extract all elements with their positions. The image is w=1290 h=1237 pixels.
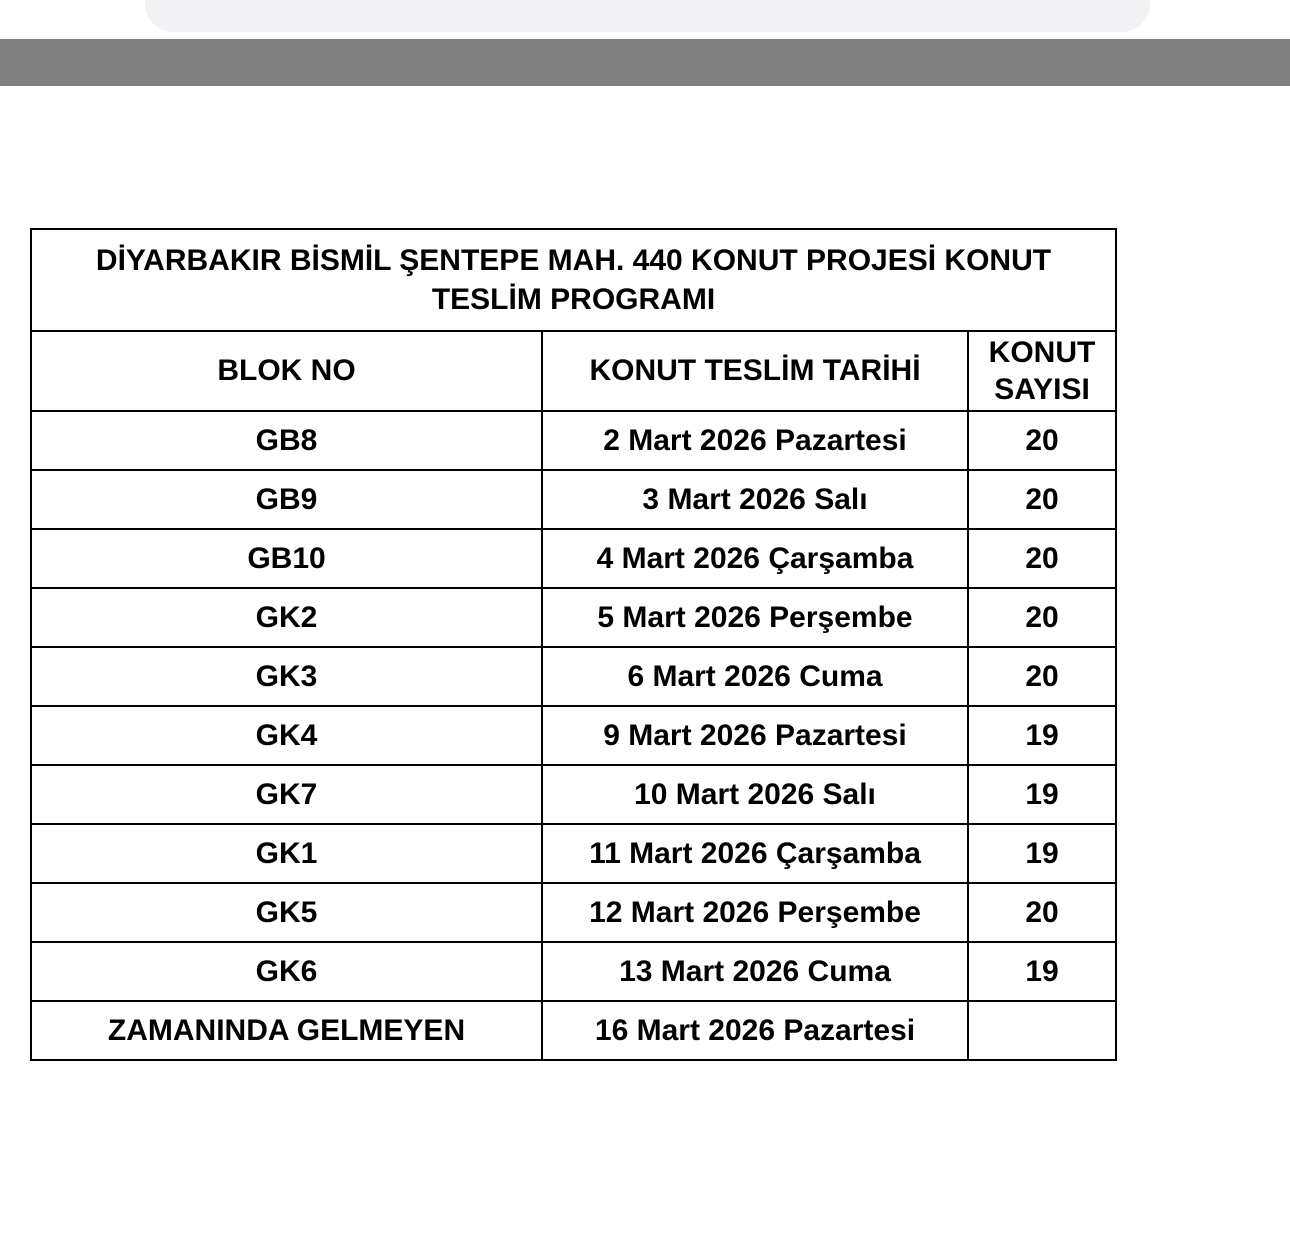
cell-tarih: 4 Mart 2026 Çarşamba [542,529,968,588]
cell-sayi: 20 [968,411,1116,470]
cell-sayi: 19 [968,765,1116,824]
cell-sayi [968,1001,1116,1060]
delivery-schedule-table [30,228,1117,1061]
cell-blok: GK3 [31,647,542,706]
cell-sayi: 20 [968,588,1116,647]
cell-blok: GB8 [31,411,542,470]
table-title: DİYARBAKIR BİSMİL ŞENTEPE MAH. 440 KONUT PROJESİ KONUT TESLİM PROGRAMI [31,229,1116,331]
cell-blok: GK1 [31,824,542,883]
table-row [31,706,1116,765]
cell-tarih: 11 Mart 2026 Çarşamba [542,824,968,883]
cell-blok: GB10 [31,529,542,588]
table-row [31,1001,1116,1060]
cell-blok: GB9 [31,470,542,529]
cell-tarih: 16 Mart 2026 Pazartesi [542,1001,968,1060]
cell-tarih: 5 Mart 2026 Perşembe [542,588,968,647]
cell-sayi: 20 [968,529,1116,588]
cell-sayi: 19 [968,942,1116,1001]
cell-sayi: 20 [968,883,1116,942]
table-row [31,529,1116,588]
header-blok-no: BLOK NO [31,331,542,411]
cell-tarih: 12 Mart 2026 Perşembe [542,883,968,942]
cell-tarih: 2 Mart 2026 Pazartesi [542,411,968,470]
header-teslim-tarihi: KONUT TESLİM TARİHİ [542,331,968,411]
cell-sayi: 20 [968,647,1116,706]
table-row [31,647,1116,706]
cell-blok: GK4 [31,706,542,765]
title-row [31,229,1116,331]
header-konut-sayisi [968,331,1116,411]
header-konut-sayisi-line2: SAYISI [994,373,1090,406]
top-rounded-panel [145,0,1150,32]
cell-sayi: 19 [968,824,1116,883]
cell-sayi: 20 [968,470,1116,529]
cell-blok: GK2 [31,588,542,647]
table-row [31,765,1116,824]
cell-tarih: 6 Mart 2026 Cuma [542,647,968,706]
cell-sayi: 19 [968,706,1116,765]
table-row [31,883,1116,942]
cell-tarih: 9 Mart 2026 Pazartesi [542,706,968,765]
header-row [31,331,1116,411]
cell-blok: GK5 [31,883,542,942]
cell-tarih: 3 Mart 2026 Salı [542,470,968,529]
cell-blok: ZAMANINDA GELMEYEN [31,1001,542,1060]
cell-tarih: 10 Mart 2026 Salı [542,765,968,824]
table-row [31,824,1116,883]
cell-blok: GK6 [31,942,542,1001]
table-row [31,588,1116,647]
cell-blok: GK7 [31,765,542,824]
table-row [31,470,1116,529]
cell-tarih: 13 Mart 2026 Cuma [542,942,968,1001]
header-konut-sayisi-line1: KONUT [988,335,1096,369]
table-row [31,942,1116,1001]
gray-banner [0,39,1290,86]
table-row [31,411,1116,470]
